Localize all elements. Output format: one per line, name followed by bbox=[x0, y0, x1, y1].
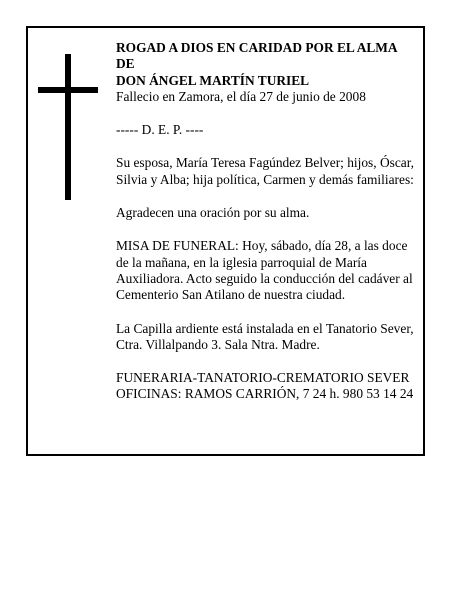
funeral-line-1: MISA DE FUNERAL: Hoy, sábado, día 28, a las doce bbox=[116, 238, 408, 254]
family-line-1: Su esposa, María Teresa Fagúndez Belver; hijos, Óscar, bbox=[116, 155, 414, 171]
cross-vertical-bar bbox=[65, 54, 71, 200]
funeral-line-4: Cementerio San Atilano de nuestra ciudad. bbox=[116, 287, 346, 303]
family-line-2: Silvia y Alba; hija política, Carmen y demás familiares: bbox=[116, 171, 414, 187]
deceased-name: DON ÁNGEL MARTÍN TURIEL bbox=[116, 72, 310, 88]
spacer bbox=[116, 353, 422, 370]
funeral-line-2: de la mañana, en la iglesia parroquial de María bbox=[116, 254, 367, 270]
spacer bbox=[116, 105, 422, 122]
funeral-home-line-1: FUNERARIA-TANATORIO-CREMATORIO SEVER bbox=[116, 370, 410, 386]
cross-horizontal-bar bbox=[38, 87, 98, 93]
chapel-line-1: La Capilla ardiente está instalada en el Tanatorio Sever, bbox=[116, 320, 414, 336]
thanks-line: Agradecen una oración por su alma. bbox=[116, 205, 310, 221]
cross-icon bbox=[38, 54, 98, 200]
death-details: Fallecio en Zamora, el día 27 de junio de 2008 bbox=[116, 88, 366, 104]
spacer bbox=[116, 221, 422, 238]
funeral-line-3: Auxiliadora. Acto seguido la conducción del cadáver al bbox=[116, 270, 413, 286]
spacer bbox=[116, 304, 422, 321]
header-line-2: DE bbox=[116, 56, 135, 72]
obituary-notice bbox=[26, 26, 425, 456]
chapel-line-2: Ctra. Villalpando 3. Sala Ntra. Madre. bbox=[116, 336, 320, 352]
spacer bbox=[116, 188, 422, 205]
rip-line: ----- D. E. P. ---- bbox=[116, 122, 204, 138]
funeral-home-line-2: OFICINAS: RAMOS CARRIÓN, 7 24 h. 980 53 14 24 bbox=[116, 386, 414, 402]
notice-text bbox=[116, 40, 422, 403]
header-line-1: ROGAD A DIOS EN CARIDAD POR EL ALMA bbox=[116, 40, 398, 55]
spacer bbox=[116, 138, 422, 155]
